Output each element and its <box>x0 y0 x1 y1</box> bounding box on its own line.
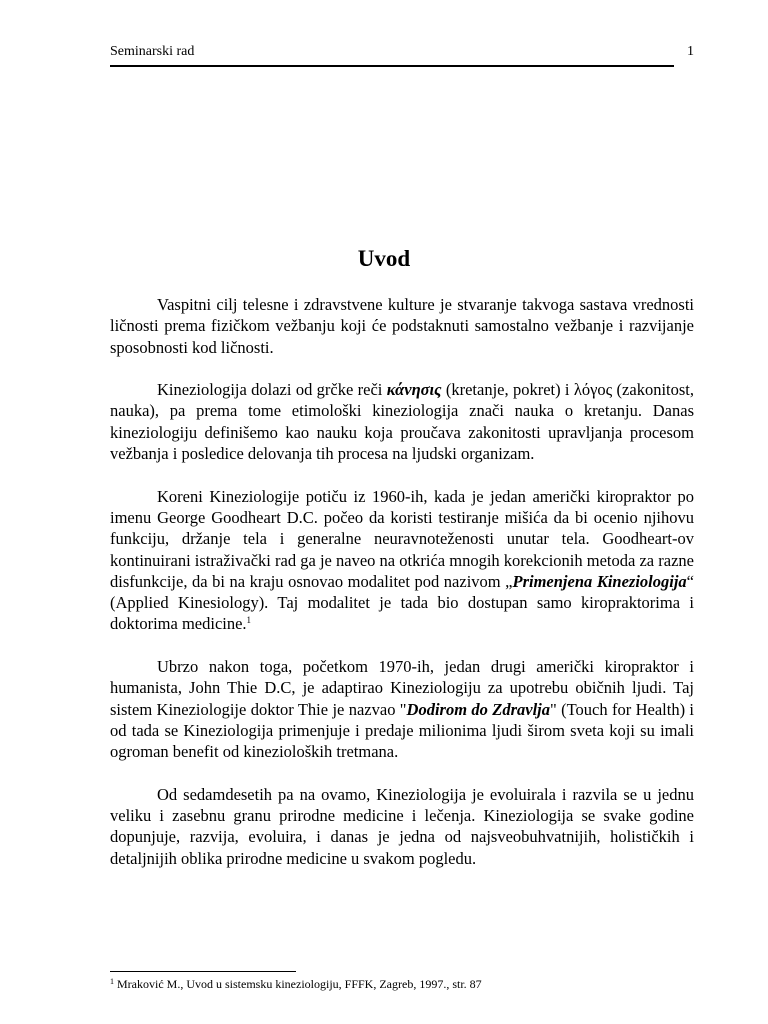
paragraph-4 <box>110 656 694 762</box>
paragraph-2 <box>110 379 694 464</box>
paragraph-2-text: Kineziologija dolazi od grčke reči <box>157 380 387 400</box>
footnote-number: 1 <box>110 977 114 986</box>
greek-word-kinesis: κάνησις <box>386 380 442 400</box>
paragraph-3-text: “ (Applied Kinesiology). Taj modalitet je tada bio dostupan samo kiropraktorima i doktorima medicine. <box>110 571 694 634</box>
page-header <box>110 44 694 66</box>
paragraph-1: Vaspitni cilj telesne i zdravstvene kulture je stvaranje takvoga sastava vrednosti ličnosti prema fizičkom vežbanju koji će podstaknuti samostalno vežbanje i razvijanje sposobnosti kod ličnosti. <box>110 295 694 357</box>
paragraph-4-text: Ubrzo nakon toga, početkom 1970-ih, jedan drugi američki kiropraktor i humanista, John Thie D.C, je adaptirao Kineziologiju za upotrebu običnih ljudi. Taj sistem Kineziologije doktor Thie je nazvao " <box>110 657 694 719</box>
greek-word-logos: λόγος <box>573 380 613 400</box>
footnote-reference[interactable]: 1 <box>246 615 252 626</box>
emphasis-touch-for-health: Dodirom do Zdravlja <box>406 699 551 719</box>
header-title: Seminarski rad <box>110 44 195 59</box>
paragraph-3 <box>110 486 694 635</box>
paragraph-4-text: " (Touch for Health) i od tada se Kineziologija primenjuje i predaje milionima ljudi širom sveta koji su imali ogroman benefit od kinezioloških tretmana. <box>110 699 695 762</box>
paragraph-2-text: (kretanje, pokret) i <box>441 380 574 400</box>
page-number: 1 <box>687 44 694 59</box>
header-rule <box>110 65 674 67</box>
section-title: Uvod <box>357 246 411 271</box>
footnote <box>110 977 694 992</box>
body-text <box>110 294 694 869</box>
footnote-text: Mraković M., Uvod u sistemsku kineziologiju, FFFK, Zagreb, 1997., str. 87 <box>114 977 482 991</box>
emphasis-applied-kinesiology: Primenjena Kineziologija <box>512 571 687 591</box>
footnote-rule <box>110 971 296 972</box>
paragraph-5: Od sedamdesetih pa na ovamo, Kineziologija je evoluirala i razvila se u jednu veliku i zasebnu granu prirodne medicine i lečenja. Kineziologija se svake godine dopunjuje, razvija, evoluira, i danas je jedna od najsveobuhvatnijih, holističkih i detaljnijih oblika prirodne medicine u svakom pogledu. <box>110 784 694 868</box>
paragraph-3-text: Koreni Kineziologije potiču iz 1960-ih, kada je jedan američki kiropraktor po imenu George Goodheart D.C. počeo da koristi testiranje mišića da bi ocenio njihovu funkciju, držanje tela i generalne neuravnoteženosti unutar tela. Goodheart-ov kontinuirani istraživački rad ga je naveo na otkrića mnogih korekcionih metoda za razne disfunkcije, da bi na kraju osnovao modalitet pod nazivom „ <box>110 486 694 591</box>
paragraph-2-text: (zakonitost, nauka), pa prema tome etimološki kineziologija znači nauka o kretanju. Danas kineziologiju definišemo kao nauku koja proučava zakonitosti upravljanja procesom vežbanja i posledice delovanja tih procesa na ljudski organizam. <box>110 380 694 464</box>
